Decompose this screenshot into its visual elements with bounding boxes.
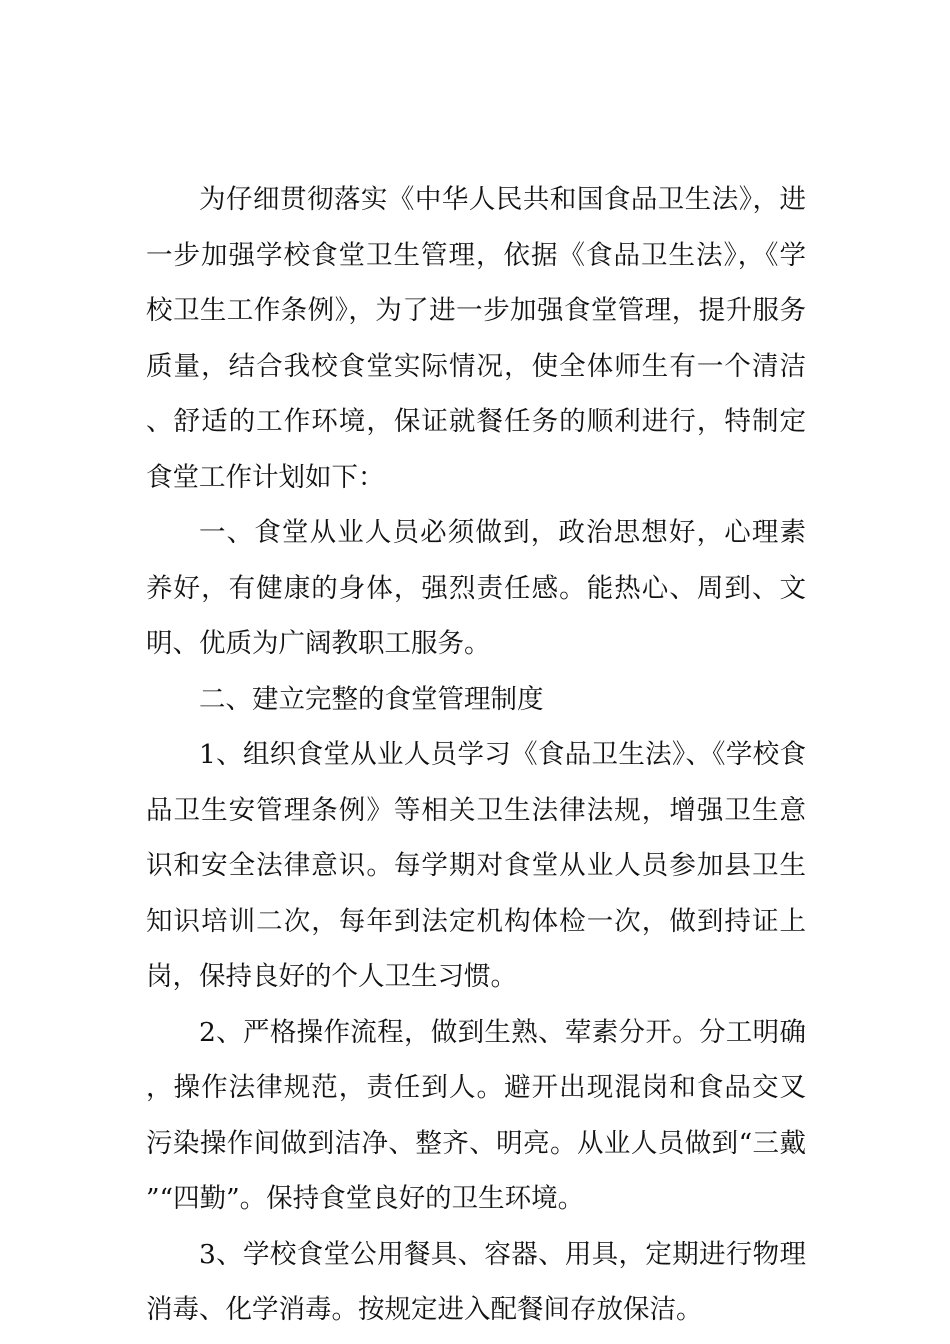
paragraph-intro: 为仔细贯彻落实《中华人民共和国食品卫生法》，进一步加强学校食堂卫生管理，依据《食品卫生法》，《学校卫生工作条例》，为了进一步加强食堂管理，提升服务质量，结合我校食堂实际情况，使全体师生有一个清洁、舒适的工作环境，保证就餐任务的顺利进行，特制定食堂工作计划如下： — [146, 184, 806, 493]
paragraph-section-2-heading: 二、建立完整的食堂管理制度 — [199, 683, 544, 715]
document-body — [146, 172, 806, 1338]
paragraph-section-1: 一、食堂从业人员必须做到，政治思想好，心理素养好，有健康的身体，强烈责任感。能热心、周到、文明、优质为广阔教职工服务。 — [146, 517, 806, 659]
paragraph-item-1: 1、组织食堂从业人员学习《食品卫生法》、《学校食品卫生安管理条例》等相关卫生法律法规，增强卫生意识和安全法律意识。每学期对食堂从业人员参加县卫生知识培训二次，每年到法定机构体检一次，做到持证上岗，保持良好的个人卫生习惯。 — [146, 739, 806, 992]
paragraph-item-3: 3、学校食堂公用餐具、容器、用具，定期进行物理消毒、化学消毒。按规定进入配餐间存放保洁。 — [146, 1238, 806, 1325]
paragraph-item-2: 2、严格操作流程，做到生熟、荤素分开。分工明确，操作法律规范，责任到人。避开出现混岗和食品交叉污染操作间做到洁净、整齐、明亮。从业人员做到“三戴”“四勤”。保持食堂良好的卫生环境。 — [146, 1016, 806, 1214]
